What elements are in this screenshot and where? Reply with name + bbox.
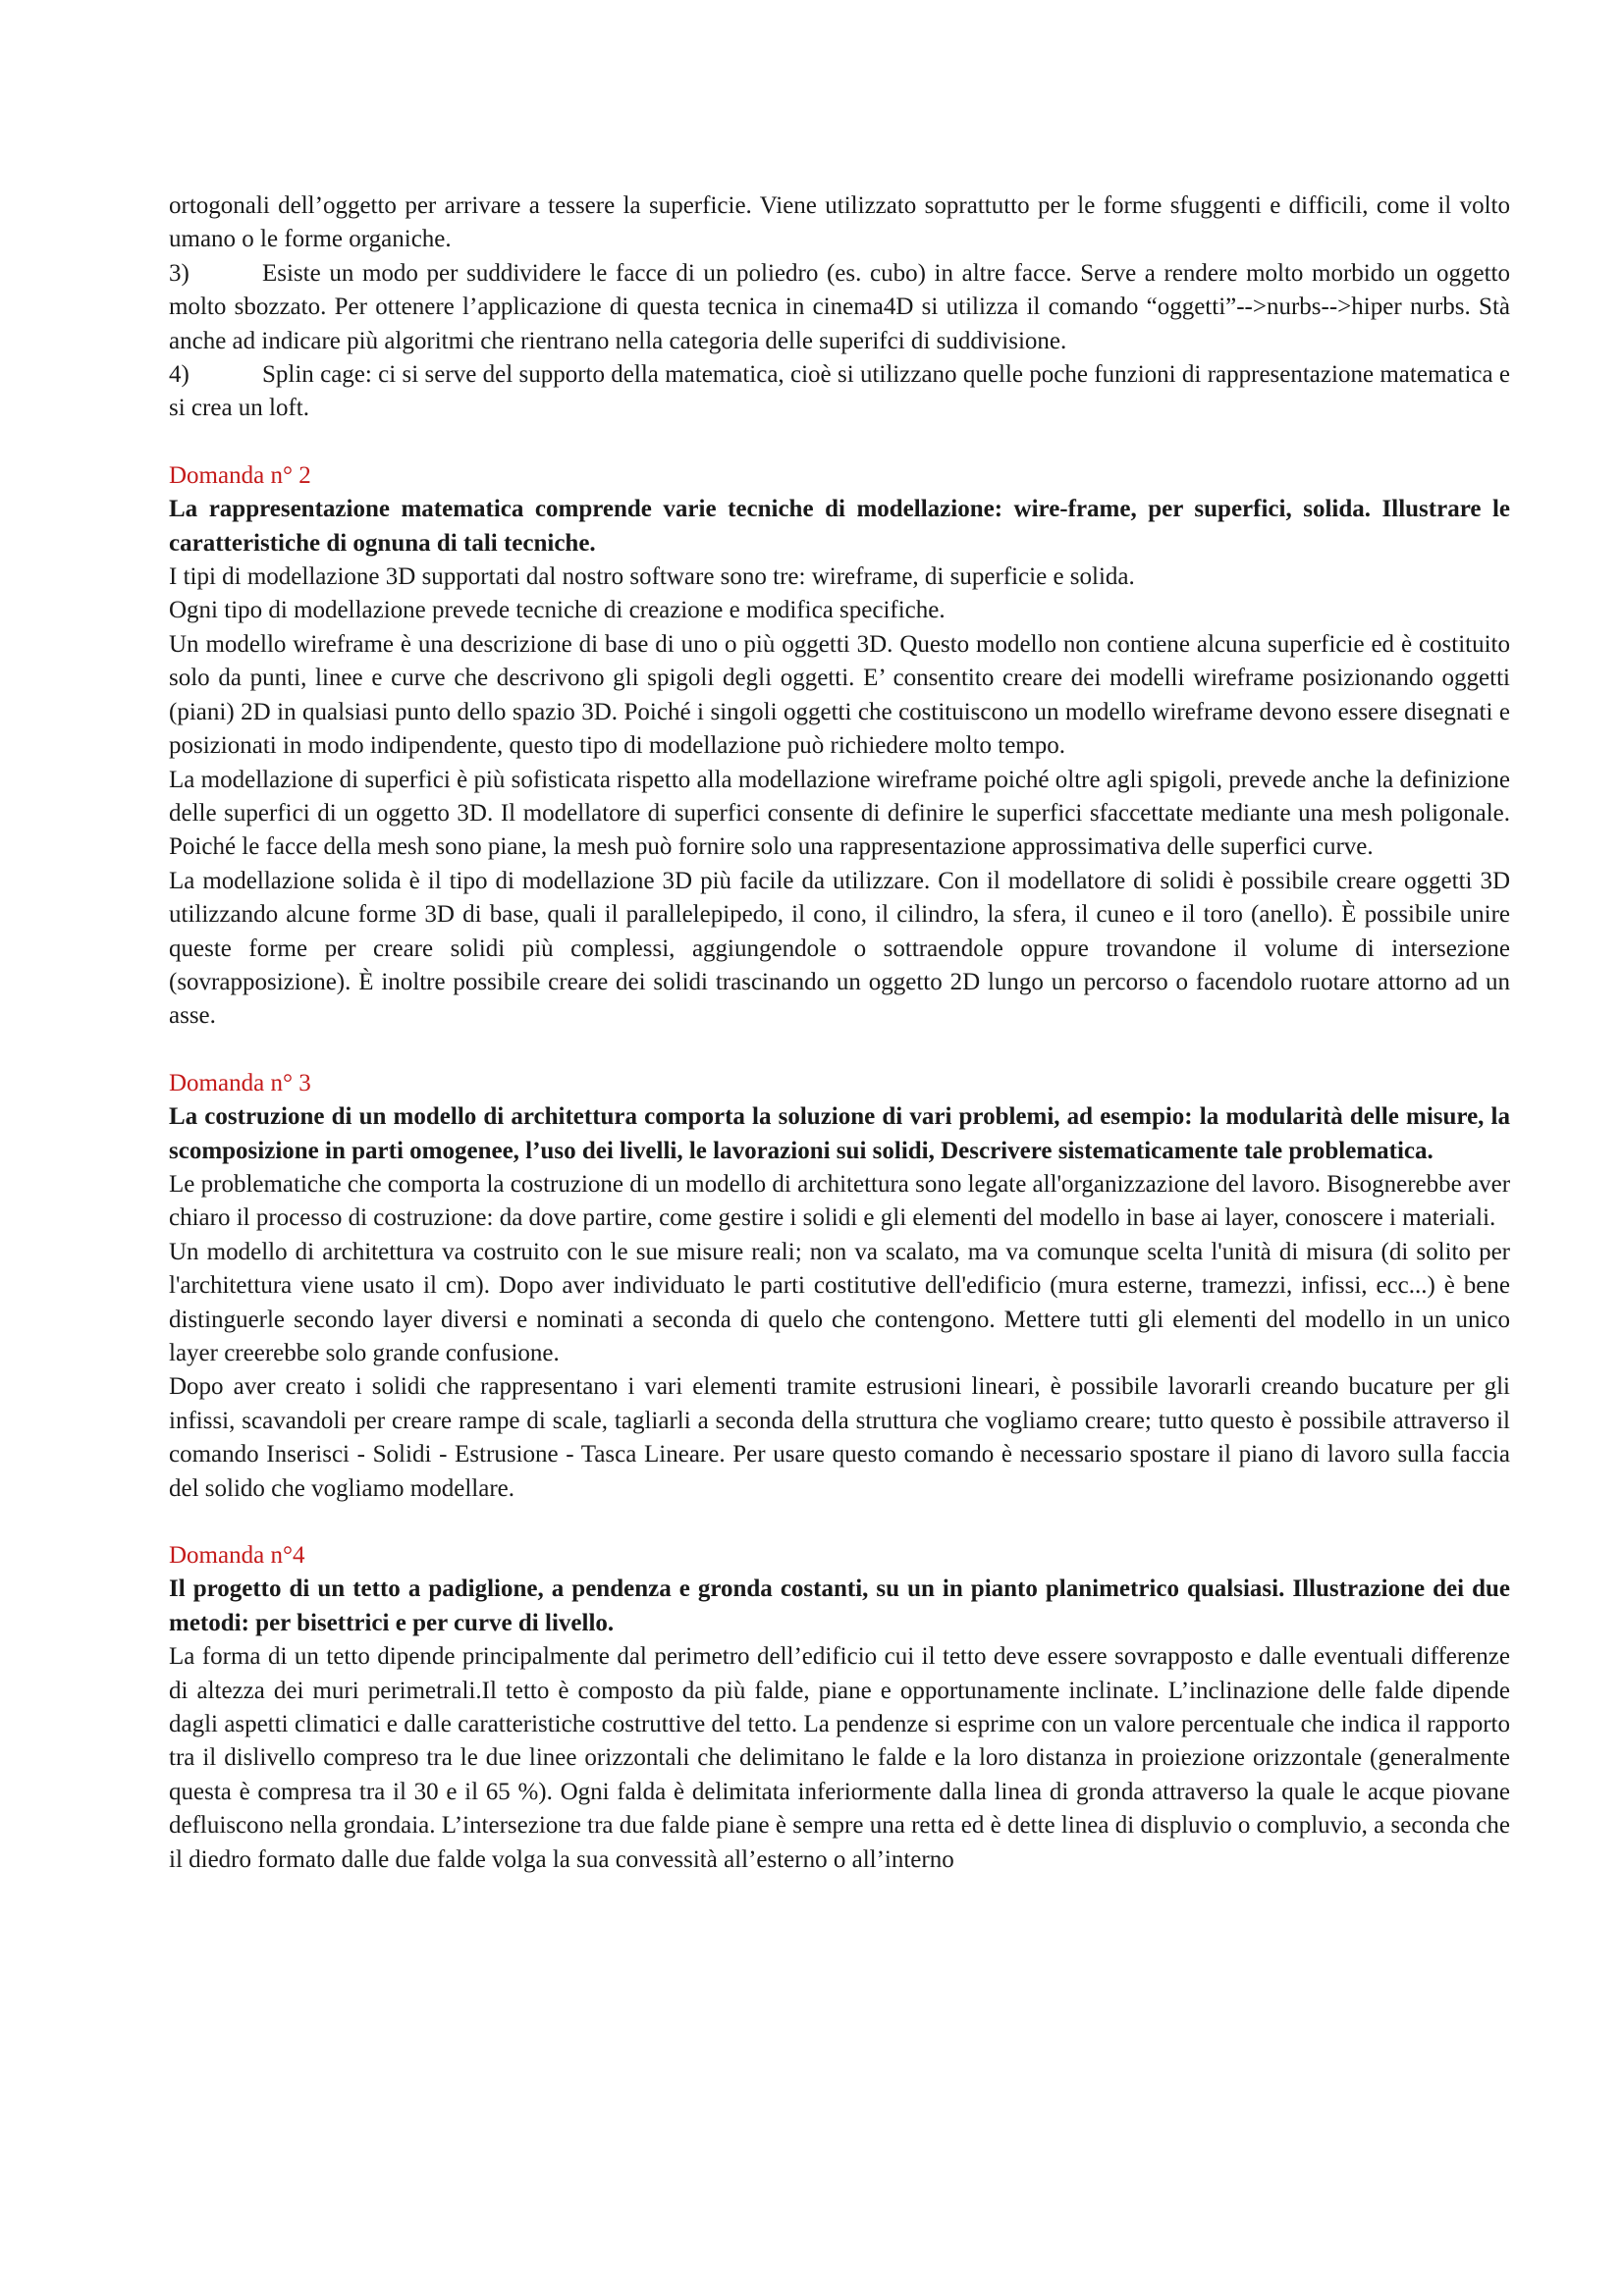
paragraph: I tipi di modellazione 3D supportati dal nostro software sono tre: wireframe, di superficie e solida. [169, 563, 1135, 591]
paragraph: Ogni tipo di modellazione prevede tecniche di creazione e modifica specifiche. [169, 597, 946, 624]
paragraph: La forma di un tetto dipende principalmente dal perimetro dell’edificio cui il tetto deve essere sovrapposto e dalle eventuali differenze di altezza dei muri perimetrali.Il tetto è composto da più falde, piane e opportunamente inclinate. L’inclinazione delle falde dipende dagli aspetti climatici e dalle caratteristiche costruttive del tetto. La pendenze si esprime con un valore percentuale che indica il rapporto tra il dislivello compreso tra le due linee orizzontali che delimitano le falde e la loro distanza in proiezione orizzontale (generalmente questa è compresa tra il 30 e il 65 %). Ogni falda è delimitata inferiormente dalla linea di gronda attraverso la quale le acque piovane defluiscono nella grondaia. L’intersezione tra due falde piane è sempre una retta ed è dette linea di displuvio o compluvio, a seconda che il diedro formato dalle due falde volga la sua convessità all’esterno o all’interno [169, 1643, 1510, 1873]
section-heading-q4: Domanda n°4 [169, 1542, 305, 1570]
list-item-4 [169, 358, 1510, 426]
list-item-text: Splin cage: ci si serve del supporto della matematica, cioè si utilizzano quelle poche funzioni di rappresentazione matematica e si crea un loft. [169, 361, 1510, 422]
list-item-number: 3) [169, 259, 189, 287]
paragraph: Dopo aver creato i solidi che rappresentano i vari elementi tramite estrusioni lineari, è possibile lavorarli creando bucature per gli infissi, scavandoli per creare rampe di scale, tagliarli a seconda della struttura che vogliamo creare; tutto questo è possibile attraverso il comando Inserisci - Solidi - Estrusione - Tasca Lineare. Per usare questo comando è necessario spostare il piano di lavoro sulla faccia del solido che vogliamo modellare. [169, 1373, 1510, 1502]
section-heading-q3: Domanda n° 3 [169, 1069, 311, 1096]
paragraph: Un modello di architettura va costruito con le sue misure reali; non va scalato, ma va comunque scelta l'unità di misura (di solito per l'architettura viene usato il cm). Dopo aver individuato le parti costitutive dell'edificio (mura esterne, tramezzi, infissi, ecc...) è bene distinguerle secondo layer diversi e nominati a seconda di quelo che contengono. Mettere tutti gli elementi del modello in un unico layer creerebbe solo grande confusione. [169, 1238, 1510, 1366]
list-item-number: 4) [169, 361, 189, 389]
paragraph: La modellazione solida è il tipo di modellazione 3D più facile da utilizzare. Con il modellatore di solidi è possibile creare oggetti 3D utilizzando alcune forme 3D di base, quali il parallelepipedo, il cono, il cilindro, la sfera, il cuneo e il toro (anello). È possibile unire queste forme per creare solidi più complessi, aggiungendole o sottraendole oppure trovandone il volume di intersezione (sovrapposizione). È inoltre possibile creare dei solidi trascinando un oggetto 2D lungo un percorso o facendolo ruotare attorno ad un asse. [169, 867, 1510, 1030]
document-page [169, 189, 1510, 1877]
question-q4: Il progetto di un tetto a padiglione, a pendenza e gronda costanti, su un in pianto planimetrico qualsiasi. Illustrazione dei due metodi: per bisettrici e per curve di livello. [169, 1575, 1510, 1636]
intro-continuation: ortogonali dell’oggetto per arrivare a tessere la superficie. Viene utilizzato soprattutto per le forme sfuggenti e difficili, come il volto umano o le forme organiche. [169, 192, 1510, 253]
paragraph: Un modello wireframe è una descrizione di base di uno o più oggetti 3D. Questo modello non contiene alcuna superficie ed è costituito solo da punti, linee e curve che descrivono gli spigoli degli oggetti. E’ consentito creare dei modelli wireframe posizionando oggetti (piani) 2D in qualsiasi punto dello spazio 3D. Poiché i singoli oggetti che costituiscono un modello wireframe devono essere disegnati e posizionati in modo indipendente, questo tipo di modellazione può richiedere molto tempo. [169, 630, 1510, 760]
list-item-3 [169, 257, 1510, 358]
question-q2: La rappresentazione matematica comprende varie tecniche di modellazione: wire-frame, per superfici, solida. Illustrare le caratteristiche di ognuna di tali tecniche. [169, 496, 1510, 557]
list-item-text: Esiste un modo per suddividere le facce di un poliedro (es. cubo) in altre facce. Serve a rendere molto morbido un oggetto molto sbozzato. Per ottenere l’applicazione di questa tecnica in cinema4D si utilizza il comando “oggetti”-->nurbs-->hiper nurbs. Stà anche ad indicare più algoritmi che rientrano nella categoria delle superifci di suddivisione. [169, 259, 1510, 354]
paragraph: Le problematiche che comporta la costruzione di un modello di architettura sono legate all'organizzazione del lavoro. Bisognerebbe aver chiaro il processo di costruzione: da dove partire, come gestire i solidi e gli elementi del modello in base ai layer, conoscere i materiali. [169, 1170, 1511, 1232]
question-q3: La costruzione di un modello di architettura comporta la soluzione di vari problemi, ad esempio: la modularità delle misure, la scomposizione in parti omogenee, l’uso dei livelli, le lavorazioni sui solidi, Descrivere sistematicamente tale problematica. [169, 1103, 1510, 1164]
section-heading-q2: Domanda n° 2 [169, 461, 311, 489]
paragraph: La modellazione di superfici è più sofisticata rispetto alla modellazione wireframe poiché oltre agli spigoli, prevede anche la definizione delle superfici di un oggetto 3D. Il modellatore di superfici consente di definire le superfici sfaccettate mediante una mesh poligonale. Poiché le facce della mesh sono piane, la mesh può fornire solo una rappresentazione approssimativa delle superfici curve. [169, 766, 1510, 861]
